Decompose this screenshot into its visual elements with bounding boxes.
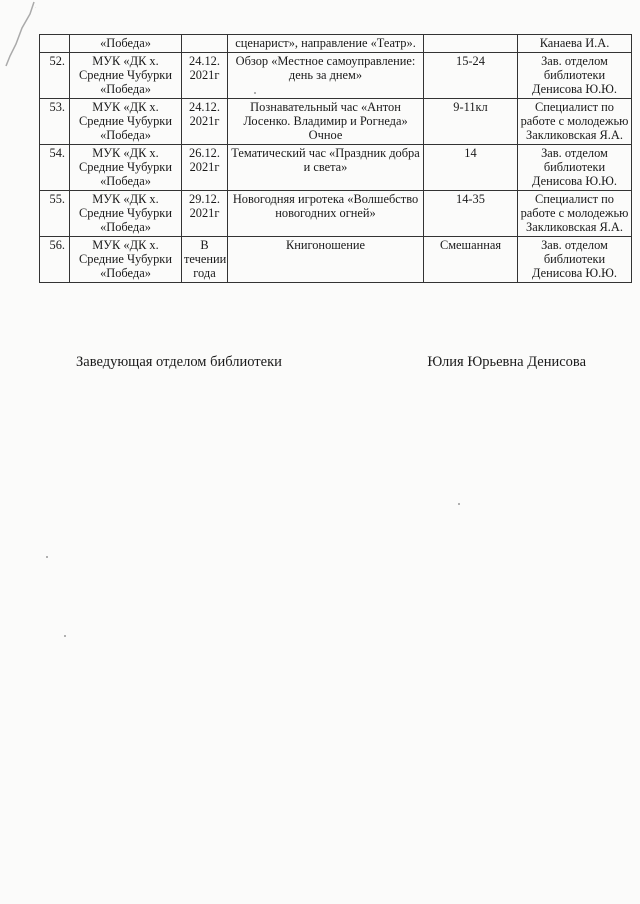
audience-cell (424, 35, 518, 53)
date-cell: 24.12. 2021г (182, 99, 228, 145)
audience-cell: 14-35 (424, 191, 518, 237)
responsible-cell: Зав. отделом библиотеки Денисова Ю.Ю. (518, 145, 632, 191)
date-cell: В течении года (182, 237, 228, 283)
events-table-body (40, 35, 632, 283)
row-number-cell: 56. (40, 237, 70, 283)
row-number-cell (40, 35, 70, 53)
table-row (40, 35, 632, 53)
signature-position: Заведующая отделом библиотеки (76, 354, 282, 370)
signature-block (76, 354, 586, 371)
responsible-cell: Зав. отделом библиотеки Денисова Ю.Ю. (518, 237, 632, 283)
event-cell: Новогодняя игротека «Волшебство новогодних огней» (228, 191, 424, 237)
date-cell: 26.12. 2021г (182, 145, 228, 191)
scan-speck (458, 503, 460, 505)
responsible-cell: Канаева И.А. (518, 35, 632, 53)
table-row (40, 53, 632, 99)
table-row (40, 145, 632, 191)
responsible-cell: Зав. отделом библиотеки Денисова Ю.Ю. (518, 53, 632, 99)
event-cell: Книгоношение (228, 237, 424, 283)
organization-cell: МУК «ДК х. Средние Чубурки «Победа» (70, 99, 182, 145)
event-cell: Обзор «Местное самоуправление: день за днем» (228, 53, 424, 99)
table-row (40, 191, 632, 237)
responsible-cell: Специалист по работе с молодежью Закликовская Я.А. (518, 191, 632, 237)
events-table (39, 34, 632, 283)
responsible-cell: Специалист по работе с молодежью Закликовская Я.А. (518, 99, 632, 145)
table-row (40, 99, 632, 145)
organization-cell: «Победа» (70, 35, 182, 53)
table-row (40, 237, 632, 283)
scan-speck (46, 556, 48, 558)
scan-edge-mark (0, 0, 36, 120)
scan-speck (64, 635, 66, 637)
organization-cell: МУК «ДК х. Средние Чубурки «Победа» (70, 53, 182, 99)
audience-cell: 14 (424, 145, 518, 191)
scan-speck (254, 92, 256, 94)
organization-cell: МУК «ДК х. Средние Чубурки «Победа» (70, 191, 182, 237)
audience-cell: Смешанная (424, 237, 518, 283)
organization-cell: МУК «ДК х. Средние Чубурки «Победа» (70, 237, 182, 283)
row-number-cell: 54. (40, 145, 70, 191)
row-number-cell: 52. (40, 53, 70, 99)
date-cell: 29.12. 2021г (182, 191, 228, 237)
audience-cell: 15-24 (424, 53, 518, 99)
event-cell: сценарист», направление «Театр». (228, 35, 424, 53)
row-number-cell: 53. (40, 99, 70, 145)
event-cell: Познавательный час «Антон Лосенко. Владимир и Рогнеда» Очное (228, 99, 424, 145)
organization-cell: МУК «ДК х. Средние Чубурки «Победа» (70, 145, 182, 191)
date-cell (182, 35, 228, 53)
row-number-cell: 55. (40, 191, 70, 237)
audience-cell: 9-11кл (424, 99, 518, 145)
date-cell: 24.12. 2021г (182, 53, 228, 99)
signature-name: Юлия Юрьевна Денисова (427, 354, 586, 370)
event-cell: Тематический час «Праздник добра и света» (228, 145, 424, 191)
